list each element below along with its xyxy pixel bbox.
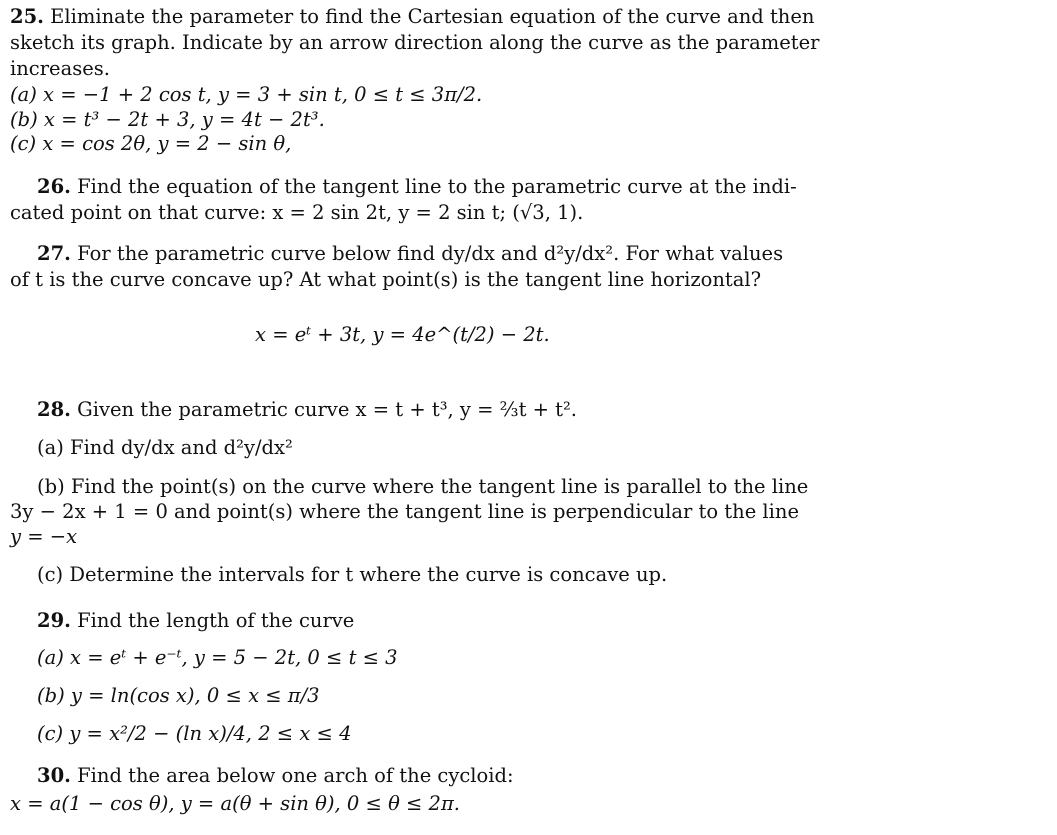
problem-25-line-2: sketch its graph. Indicate by an arrow direction along the curve as the parameter bbox=[10, 31, 820, 54]
problem-29-part-a: (a) x = eᵗ + e⁻ᵗ, y = 5 − 2t, 0 ≤ t ≤ 3 bbox=[37, 646, 398, 669]
problem-27-line-1: 27. For the parametric curve below find dy/dx and d²y/dx². For what values bbox=[37, 242, 784, 265]
problem-number: 26. bbox=[37, 175, 71, 198]
problem-number: 30. bbox=[37, 764, 71, 787]
problem-30-equation: x = a(1 − cos θ), y = a(θ + sin θ), 0 ≤ θ ≤ 2π. bbox=[10, 792, 460, 815]
problem-25-part-a: (a) x = −1 + 2 cos t, y = 3 + sin t, 0 ≤ t ≤ 3π/2. bbox=[10, 83, 483, 106]
problem-25-part-c: (c) x = cos 2θ, y = 2 − sin θ, bbox=[10, 132, 292, 155]
problem-26-line-1: 26. Find the equation of the tangent line to the parametric curve at the indi- bbox=[37, 175, 797, 198]
problem-28-part-a: (a) Find dy/dx and d²y/dx² bbox=[37, 436, 293, 459]
problem-28-part-c: (c) Determine the intervals for t where the curve is concave up. bbox=[37, 563, 668, 586]
problem-30-intro: 30. Find the area below one arch of the cycloid: bbox=[37, 764, 514, 787]
problem-28-part-b-line-3: y = −x bbox=[10, 525, 78, 548]
problem-27-line-2: of t is the curve concave up? At what point(s) is the tangent line horizontal? bbox=[10, 268, 762, 291]
problem-number: 25. bbox=[10, 5, 44, 28]
problem-number: 29. bbox=[37, 609, 71, 632]
problem-29-part-c: (c) y = x²/2 − (ln x)/4, 2 ≤ x ≤ 4 bbox=[37, 722, 352, 745]
problem-25-line-3: increases. bbox=[10, 57, 110, 80]
problem-29-part-b: (b) y = ln(cos x), 0 ≤ x ≤ π/3 bbox=[37, 684, 320, 707]
problem-29-intro: 29. Find the length of the curve bbox=[37, 609, 355, 632]
problem-28-intro: 28. Given the parametric curve x = t + t³, y = ⅔t + t². bbox=[37, 398, 577, 421]
problem-27-equation: x = eᵗ + 3t, y = 4e^(t/2) − 2t. bbox=[255, 323, 550, 346]
problem-25-part-b: (b) x = t³ − 2t + 3, y = 4t − 2t³. bbox=[10, 108, 325, 131]
problem-28-part-b-line-1: (b) Find the point(s) on the curve where the tangent line is parallel to the line bbox=[37, 475, 809, 498]
problem-25-line-1: 25. Eliminate the parameter to find the Cartesian equation of the curve and then bbox=[10, 5, 815, 28]
problem-26-line-2: cated point on that curve: x = 2 sin 2t, y = 2 sin t; (√3, 1). bbox=[10, 201, 584, 224]
problem-28-part-b-line-2: 3y − 2x + 1 = 0 and point(s) where the tangent line is perpendicular to the line bbox=[10, 500, 800, 523]
problem-number: 28. bbox=[37, 398, 71, 421]
problem-number: 27. bbox=[37, 242, 71, 265]
